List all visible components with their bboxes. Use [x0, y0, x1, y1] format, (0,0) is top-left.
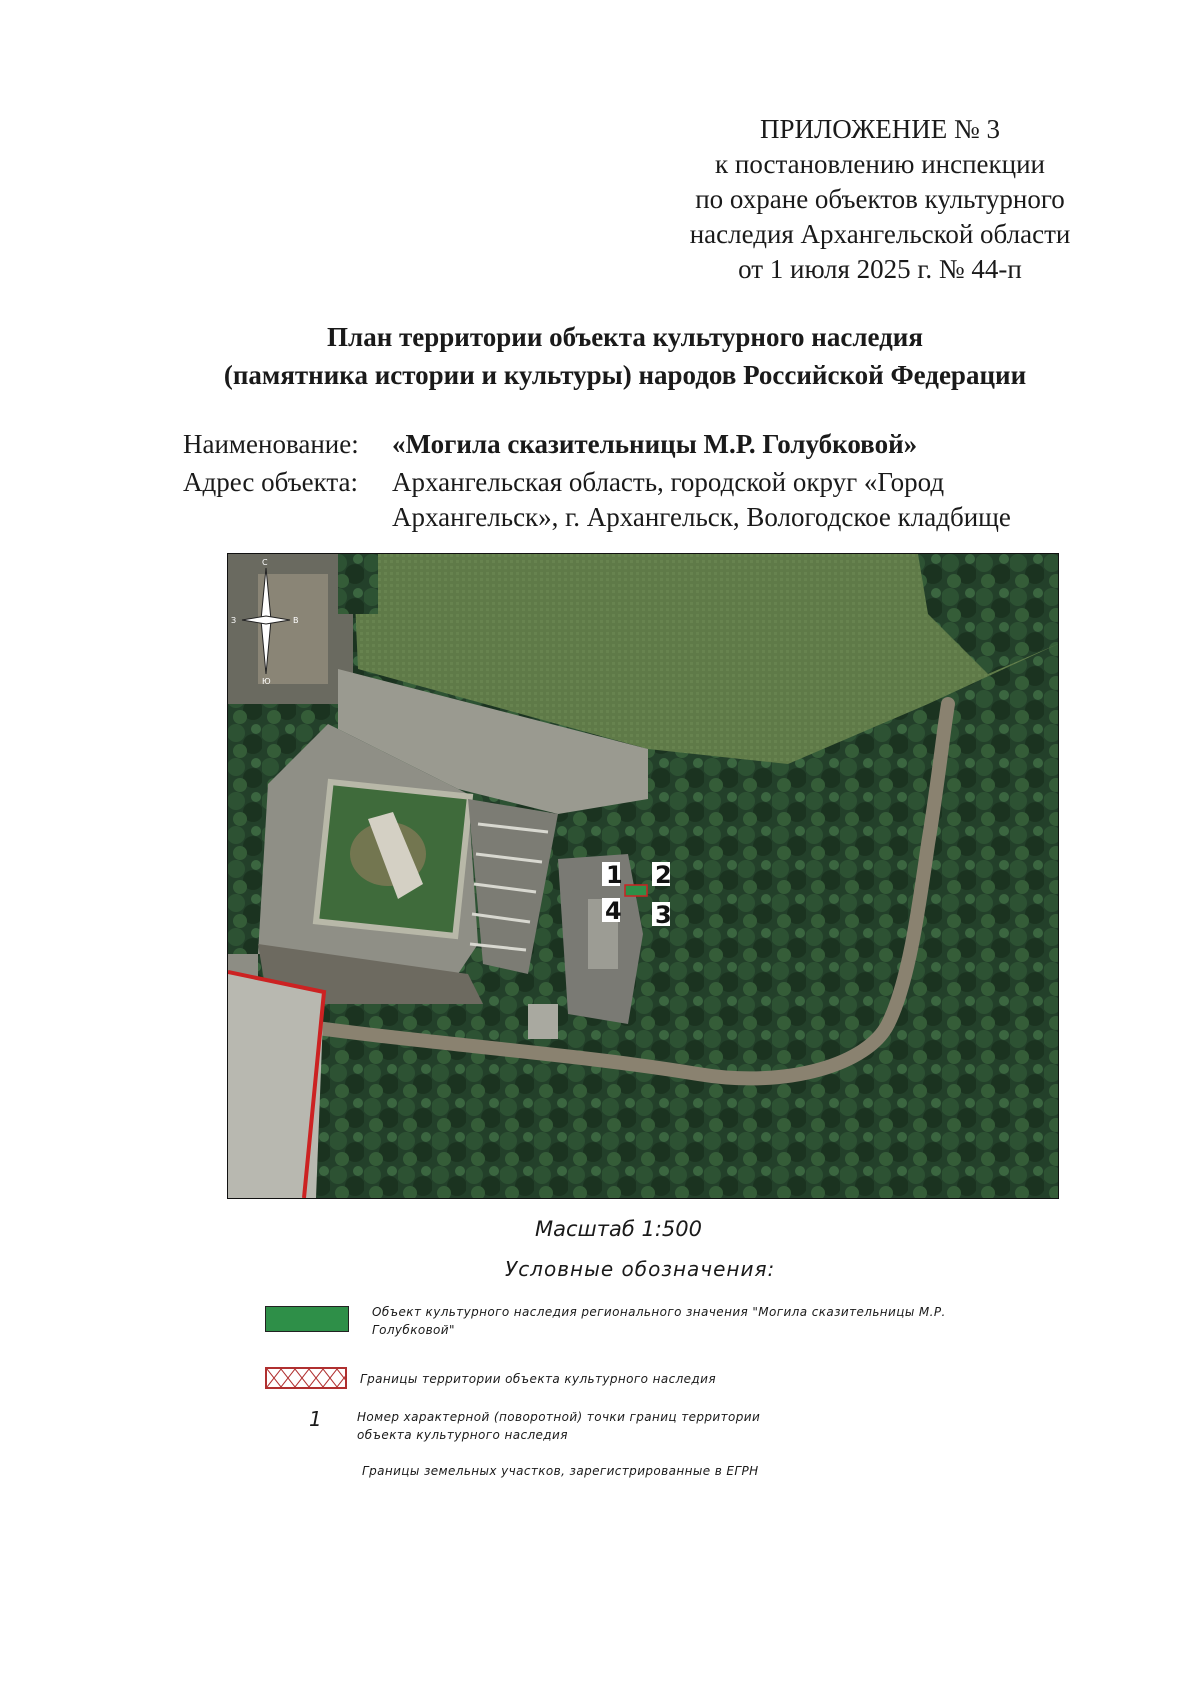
legend-title: Условные обозначения:	[505, 1257, 776, 1281]
legend-land-plots-text: Границы земельных участков, зарегистрированные в ЕГРН	[362, 1464, 759, 1478]
appendix-line-3: по охране объектов культурного	[695, 184, 1065, 214]
point-label-3: 3	[655, 901, 672, 929]
legend-object-line-1: Объект культурного наследия регионального значения "Могила сказительницы М.Р.	[372, 1305, 946, 1319]
scale-label: Масштаб 1:500	[535, 1217, 702, 1241]
point-label-4: 4	[605, 897, 622, 925]
aerial-map-svg	[228, 554, 1058, 1198]
title-line-2: (памятника истории и культуры) народов Российской Федерации	[223, 360, 1027, 390]
address-line-1: Архангельская область, городской округ «Город	[392, 467, 945, 497]
address-line-2: Архангельск», г. Архангельск, Вологодское кладбище	[392, 502, 1011, 532]
legend-point-number: 1	[309, 1407, 322, 1431]
small-structure	[528, 1004, 558, 1039]
legend-object-text	[372, 1303, 972, 1339]
compass-south: Ю	[262, 677, 271, 686]
title-line-1: План территории объекта культурного наследия	[327, 322, 923, 352]
compass-east: В	[293, 616, 299, 625]
appendix-header	[640, 112, 1120, 287]
compass-north: С	[262, 558, 268, 567]
legend-point-text	[357, 1408, 957, 1444]
legend-object-swatch	[265, 1306, 349, 1332]
aerial-map	[227, 553, 1059, 1199]
hatch-pattern	[267, 1369, 345, 1387]
compass-west: З	[231, 616, 237, 625]
legend-boundary-swatch	[265, 1367, 347, 1389]
trees-top	[338, 554, 378, 614]
legend-object-line-2: Голубковой"	[372, 1323, 455, 1337]
appendix-line-2: к постановлению инспекции	[715, 149, 1045, 179]
name-label: Наименование:	[183, 429, 359, 459]
document-title	[150, 318, 1100, 394]
appendix-line-4: наследия Архангельской области	[689, 219, 1071, 249]
neighbor-parcel	[228, 972, 324, 1198]
legend-point-line-2: объекта культурного наследия	[357, 1428, 568, 1442]
address-label: Адрес объекта:	[183, 467, 359, 497]
heritage-object-marker	[625, 885, 647, 896]
legend-boundary-text: Границы территории объекта культурного наследия	[360, 1372, 716, 1386]
point-label-1: 1	[606, 861, 623, 889]
name-value: «Могила сказительницы М.Р. Голубковой»	[392, 429, 918, 459]
appendix-number: ПРИЛОЖЕНИЕ № 3	[759, 114, 1001, 144]
appendix-date: от 1 июля 2025 г. № 44-п	[738, 254, 1022, 284]
point-label-2: 2	[655, 861, 672, 889]
address-value	[392, 465, 1112, 535]
legend-point-line-1: Номер характерной (поворотной) точки границ территории	[357, 1410, 761, 1424]
